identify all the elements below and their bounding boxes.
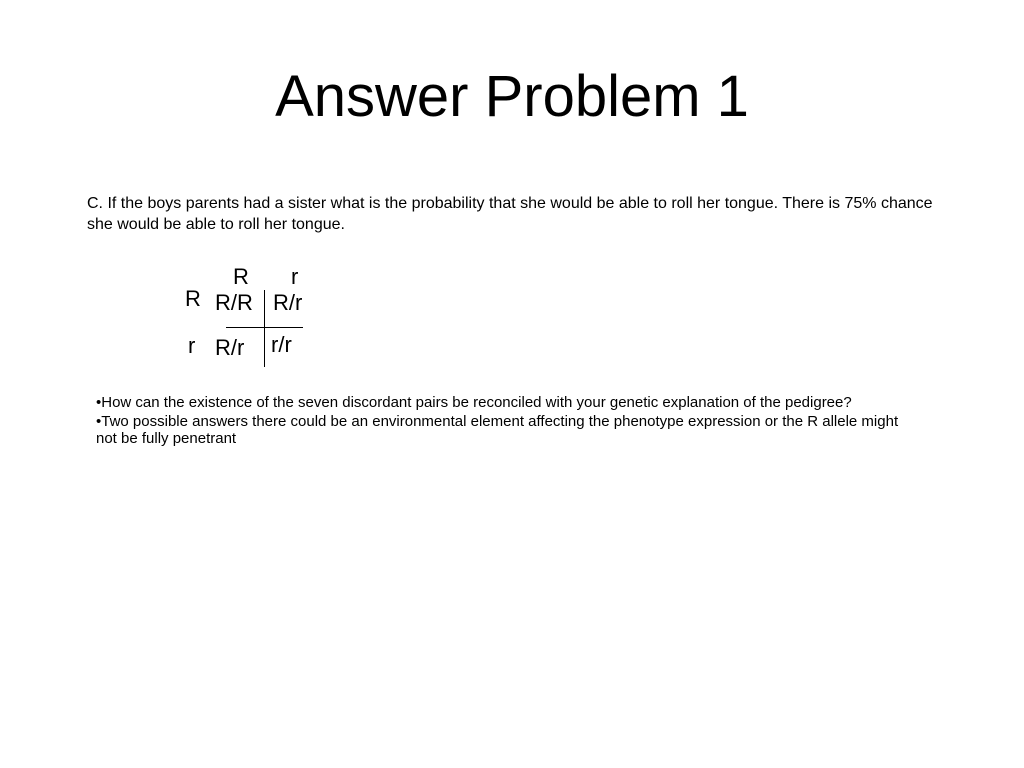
punnett-cell: R/r	[273, 290, 303, 315]
bullet-list	[96, 394, 916, 449]
punnett-row-header-dominant: R	[185, 286, 201, 311]
punnett-cell: R/R	[215, 290, 253, 315]
bullet-item: •How can the existence of the seven discordant pairs be reconciled with your genetic explanation of the pedigree?	[96, 394, 852, 411]
punnett-square	[175, 260, 335, 375]
punnett-row-header-recessive: r	[188, 333, 196, 358]
punnett-col-header-dominant: R	[233, 264, 249, 289]
punnett-cell: R/r	[215, 335, 245, 360]
problem-text: C. If the boys parents had a sister what is the probability that she would be able to roll her tongue. There is 75% chance she would be able to roll her tongue.	[87, 195, 933, 233]
punnett-col-header-recessive: r	[291, 264, 299, 289]
slide-title: Answer Problem 1	[275, 64, 749, 129]
punnett-horizontal-divider	[226, 327, 303, 328]
punnett-cell: r/r	[271, 332, 292, 357]
bullet-item: •Two possible answers there could be an environmental element affecting the phenotype expression or the R allele might not be fully penetrant	[96, 413, 899, 447]
punnett-vertical-divider	[264, 290, 265, 367]
